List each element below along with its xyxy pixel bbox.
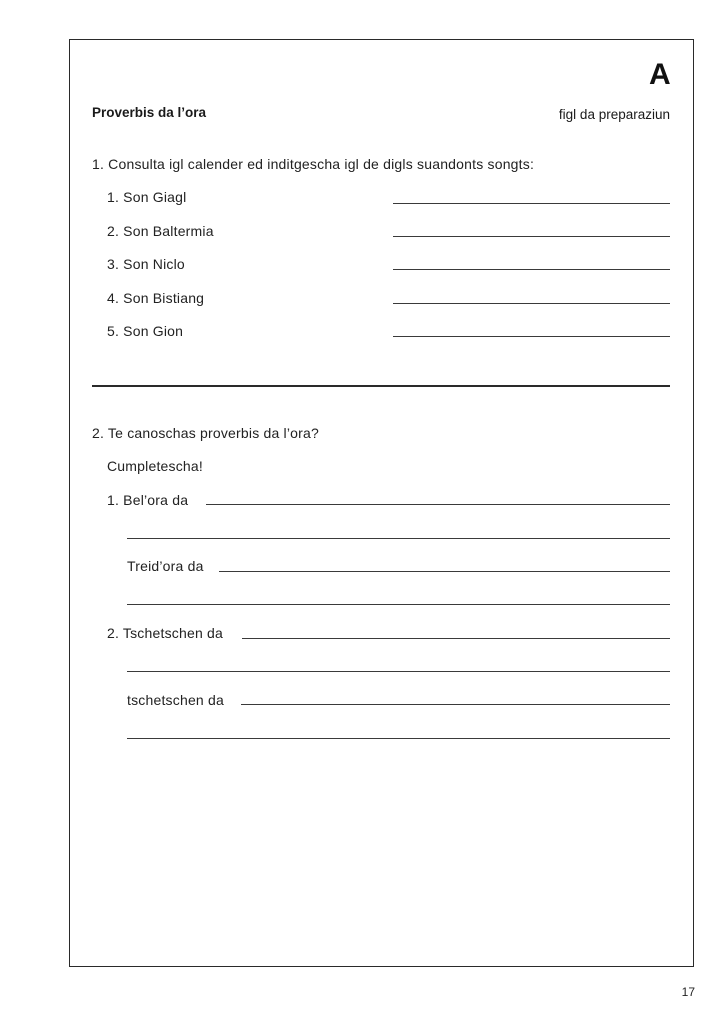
answer-line-5[interactable]: [393, 336, 670, 337]
list-item-son-giagl: 1. Son Giagl: [107, 189, 187, 205]
list-item-son-bistiang: 4. Son Bistiang: [107, 290, 205, 306]
section-divider: [92, 385, 670, 387]
section-letter: A: [649, 58, 671, 91]
proverb-2-line-c[interactable]: [241, 704, 670, 705]
proverb-1-sub-label: Treid’ora da: [127, 558, 204, 574]
proverb-1-line-c[interactable]: [219, 571, 670, 572]
proverb-2-line-b[interactable]: [127, 671, 670, 672]
answer-line-1[interactable]: [393, 203, 670, 204]
page-title: Proverbis da l’ora: [92, 105, 207, 120]
answer-line-2[interactable]: [393, 236, 670, 237]
proverb-1-line-d[interactable]: [127, 604, 670, 605]
exercise-2-instruction: Cumpletescha!: [107, 458, 203, 474]
exercise-2-prompt: 2. Te canoschas proverbis da l’ora?: [92, 425, 319, 441]
proverb-1-line-b[interactable]: [127, 538, 670, 539]
list-item-son-gion: 5. Son Gion: [107, 323, 184, 339]
proverb-2-line-d[interactable]: [127, 738, 670, 739]
proverb-2-label: 2. Tschetschen da: [107, 625, 223, 641]
list-item-son-niclo: 3. Son Niclo: [107, 256, 185, 272]
answer-line-3[interactable]: [393, 269, 670, 270]
answer-line-4[interactable]: [393, 303, 670, 304]
page-number: 17: [681, 985, 695, 999]
exercise-1-prompt: 1. Consulta igl calender ed inditgescha igl de digls suandonts songts:: [92, 156, 535, 172]
proverb-2-line-a[interactable]: [242, 638, 670, 639]
proverb-2-sub-label: tschetschen da: [127, 692, 224, 708]
proverb-1-line-a[interactable]: [206, 504, 670, 505]
page-subtitle: figl da preparaziun: [558, 107, 670, 122]
proverb-1-label: 1. Bel’ora da: [107, 492, 189, 508]
list-item-son-baltermia: 2. Son Baltermia: [107, 223, 214, 239]
